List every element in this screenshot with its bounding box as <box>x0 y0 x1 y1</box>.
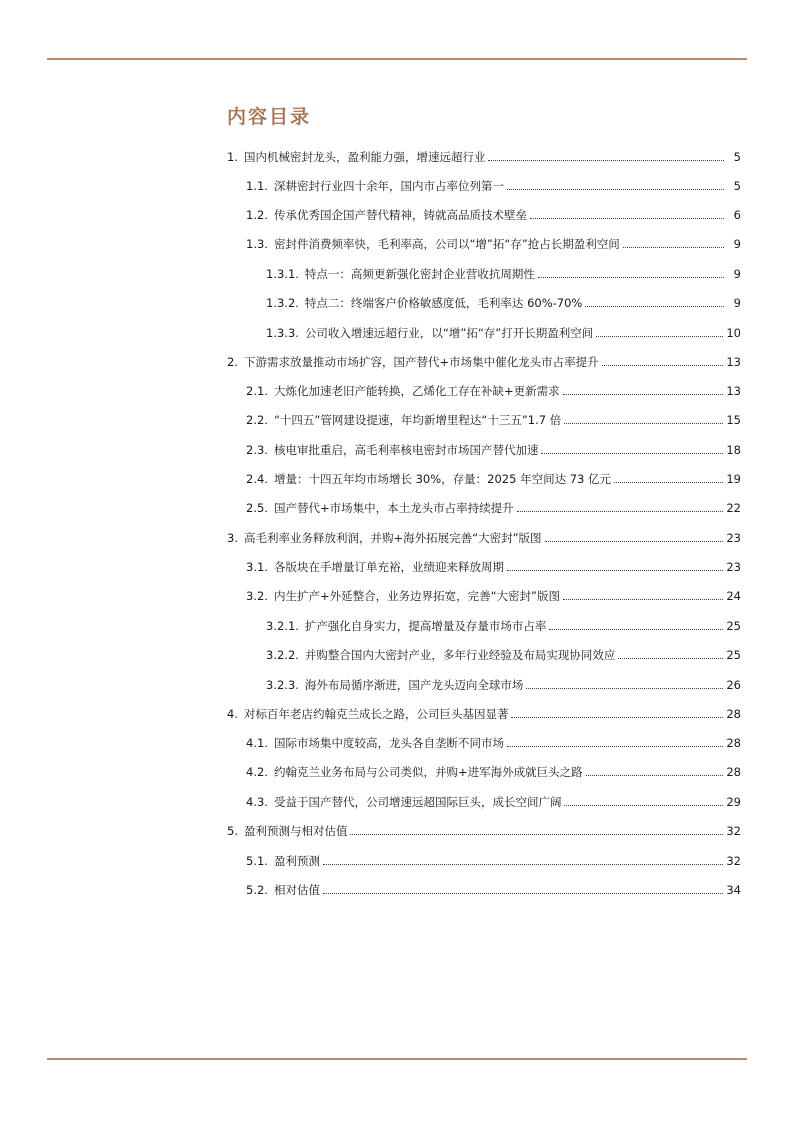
toc-leader <box>323 863 723 865</box>
toc-leader <box>585 305 724 307</box>
toc-number: 1.3. <box>246 237 268 251</box>
toc-entry[interactable] <box>266 267 741 281</box>
toc-entry[interactable] <box>246 384 741 398</box>
toc-title: 高毛利率业务释放利润，并购+海外拓展完善“大密封”版图 <box>243 531 542 545</box>
toc-leader <box>623 246 724 248</box>
toc-page: 34 <box>726 883 741 897</box>
toc-title: 并购整合国内大密封产业，多年行业经验及布局实现协同效应 <box>304 648 616 662</box>
toc-leader <box>564 422 723 424</box>
toc-page: 5 <box>733 150 741 164</box>
toc-page: 22 <box>726 501 741 515</box>
toc-entry[interactable] <box>246 443 741 457</box>
toc-number: 3.2.2. <box>266 648 299 662</box>
toc-title: 海外布局循序渐进，国产龙头迈向全球市场 <box>304 678 524 692</box>
toc-entry[interactable] <box>246 795 741 809</box>
toc-title: 国内机械密封龙头，盈利能力强，增速远超行业 <box>243 150 486 164</box>
toc-leader <box>602 364 724 366</box>
toc-number: 2.1. <box>246 384 268 398</box>
toc-number: 4. <box>227 707 238 721</box>
toc-number: 4.1. <box>246 736 268 750</box>
toc-entry[interactable] <box>266 296 741 310</box>
toc-title: 大炼化加速老旧产能转换，乙烯化工存在补缺+更新需求 <box>273 384 560 398</box>
toc-leader <box>350 833 723 835</box>
toc-leader <box>507 569 723 571</box>
toc-title: 传承优秀国企国产替代精神，铸就高品质技术壁垒 <box>273 208 527 222</box>
toc-page: 32 <box>726 824 741 838</box>
toc-title: 受益于国产替代，公司增速远超国际巨头，成长空间广阔 <box>273 795 562 809</box>
toc-title: 深耕密封行业四十余年，国内市占率位列第一 <box>273 179 504 193</box>
toc-number: 1.3.1. <box>266 267 299 281</box>
toc-number: 1.3.2. <box>266 296 299 310</box>
toc-title: 国产替代+市场集中，本土龙头市占率持续提升 <box>273 501 514 515</box>
toc-entry[interactable] <box>266 648 741 662</box>
toc-title: 特点二：终端客户价格敏感度低，毛利率达 60%-70% <box>304 296 583 310</box>
toc-leader <box>541 452 723 454</box>
toc-page: 29 <box>726 795 741 809</box>
toc-entry[interactable] <box>227 355 741 369</box>
toc-entry[interactable] <box>246 237 741 251</box>
toc-entry[interactable] <box>246 179 741 193</box>
footer-rule <box>47 1058 747 1060</box>
toc-page: 13 <box>726 384 741 398</box>
toc-title: 国际市场集中度较高，龙头各自垄断不同市场 <box>273 736 504 750</box>
toc-title: 核电审批重启，高毛利率核电密封市场国产替代加速 <box>273 443 539 457</box>
toc-page: 32 <box>726 854 741 868</box>
toc-number: 2.5. <box>246 501 268 515</box>
toc-number: 4.2. <box>246 765 268 779</box>
toc-number: 3.2.1. <box>266 619 299 633</box>
toc-page: 23 <box>726 560 741 574</box>
toc-number: 1.2. <box>246 208 268 222</box>
toc-entry[interactable] <box>246 854 741 868</box>
toc-leader <box>549 628 723 630</box>
toc-leader <box>538 276 724 278</box>
toc-entry[interactable] <box>227 707 741 721</box>
toc-entry[interactable] <box>266 678 741 692</box>
toc-page: 23 <box>726 531 741 545</box>
toc-page: 9 <box>733 237 741 251</box>
toc-title: 密封件消费频率快，毛利率高，公司以“增”拓“存”抢占长期盈利空间 <box>273 237 620 251</box>
toc-page: 19 <box>726 472 741 486</box>
toc-entry[interactable] <box>246 589 741 603</box>
toc-page: 6 <box>733 208 741 222</box>
toc-title: 盈利预测与相对估值 <box>243 824 348 838</box>
toc-entry[interactable] <box>246 413 741 427</box>
toc-title: 相对估值 <box>273 883 320 897</box>
toc-page: 9 <box>733 267 741 281</box>
toc-leader <box>517 510 724 512</box>
toc-leader <box>530 217 724 219</box>
header-rule <box>47 58 747 60</box>
toc-entry[interactable] <box>266 326 741 340</box>
toc-title: 特点一：高频更新强化密封企业营收抗周期性 <box>304 267 535 281</box>
toc-leader <box>614 481 723 483</box>
toc-leader <box>564 804 723 806</box>
toc-leader <box>507 188 724 190</box>
toc-leader <box>323 892 723 894</box>
toc-number: 3. <box>227 531 238 545</box>
toc-entry[interactable] <box>246 765 741 779</box>
toc-leader <box>507 745 723 747</box>
toc-page: 28 <box>726 765 741 779</box>
toc-title: 各版块在手增量订单充裕，业绩迎来释放周期 <box>273 560 504 574</box>
toc-page: 10 <box>726 326 741 340</box>
toc-number: 5. <box>227 824 238 838</box>
toc-leader <box>526 687 723 689</box>
toc-number: 3.2. <box>246 589 268 603</box>
toc-title: 约翰克兰业务布局与公司类似，并购+进军海外成就巨头之路 <box>273 765 583 779</box>
toc-number: 5.2. <box>246 883 268 897</box>
toc-number: 2.3. <box>246 443 268 457</box>
toc-number: 2.4. <box>246 472 268 486</box>
toc-number: 5.1. <box>246 854 268 868</box>
toc-entry[interactable] <box>246 883 741 897</box>
toc-page: 25 <box>726 619 741 633</box>
toc-number: 2.2. <box>246 413 268 427</box>
toc-leader <box>511 716 723 718</box>
toc-page: 9 <box>733 296 741 310</box>
toc-page: 26 <box>726 678 741 692</box>
toc-entry[interactable] <box>266 619 741 633</box>
toc-number: 2. <box>227 355 238 369</box>
toc-title: 增量：十四五年均市场增长 30%，存量：2025 年空间达 73 亿元 <box>273 472 612 486</box>
toc-entry[interactable] <box>246 560 741 574</box>
toc-page: 28 <box>726 736 741 750</box>
toc-leader <box>596 335 723 337</box>
toc-page: 24 <box>726 589 741 603</box>
toc-title: 对标百年老店约翰克兰成长之路，公司巨头基因显著 <box>243 707 509 721</box>
toc-number: 1. <box>227 150 238 164</box>
toc-number: 3.1. <box>246 560 268 574</box>
toc-entry[interactable] <box>246 472 741 486</box>
toc-title: 下游需求放量推动市场扩容，国产替代+市场集中催化龙头市占率提升 <box>243 355 599 369</box>
page-title: 内容目录 <box>227 106 312 128</box>
toc-entry[interactable] <box>246 736 741 750</box>
toc-entry[interactable] <box>227 531 741 545</box>
toc-leader <box>563 393 724 395</box>
toc-number: 1.1. <box>246 179 268 193</box>
toc-entry[interactable] <box>227 824 741 838</box>
toc-entry[interactable] <box>246 501 741 515</box>
toc-page: 18 <box>726 443 741 457</box>
toc-title: 公司收入增速远超行业，以“增”拓“存”打开长期盈利空间 <box>304 326 594 340</box>
toc-title: 盈利预测 <box>273 854 320 868</box>
toc-leader <box>618 657 723 659</box>
toc-title: “十四五”管网建设提速，年均新增里程达“十三五”1.7 倍 <box>273 413 562 427</box>
toc-number: 4.3. <box>246 795 268 809</box>
toc-entry[interactable] <box>227 150 741 164</box>
toc-page: 5 <box>733 179 741 193</box>
toc-page: 25 <box>726 648 741 662</box>
toc-number: 3.2.3. <box>266 678 299 692</box>
toc-entry[interactable] <box>246 208 741 222</box>
toc-page: 28 <box>726 707 741 721</box>
toc-leader <box>586 774 724 776</box>
toc-leader <box>563 598 723 600</box>
toc-title: 内生扩产+外延整合，业务边界拓宽，完善“大密封”版图 <box>273 589 561 603</box>
toc-page: 15 <box>726 413 741 427</box>
toc-page: 13 <box>726 355 741 369</box>
toc-leader <box>488 159 724 161</box>
toc-number: 1.3.3. <box>266 326 299 340</box>
toc-leader <box>545 540 724 542</box>
toc-title: 扩产强化自身实力，提高增量及存量市场市占率 <box>304 619 547 633</box>
